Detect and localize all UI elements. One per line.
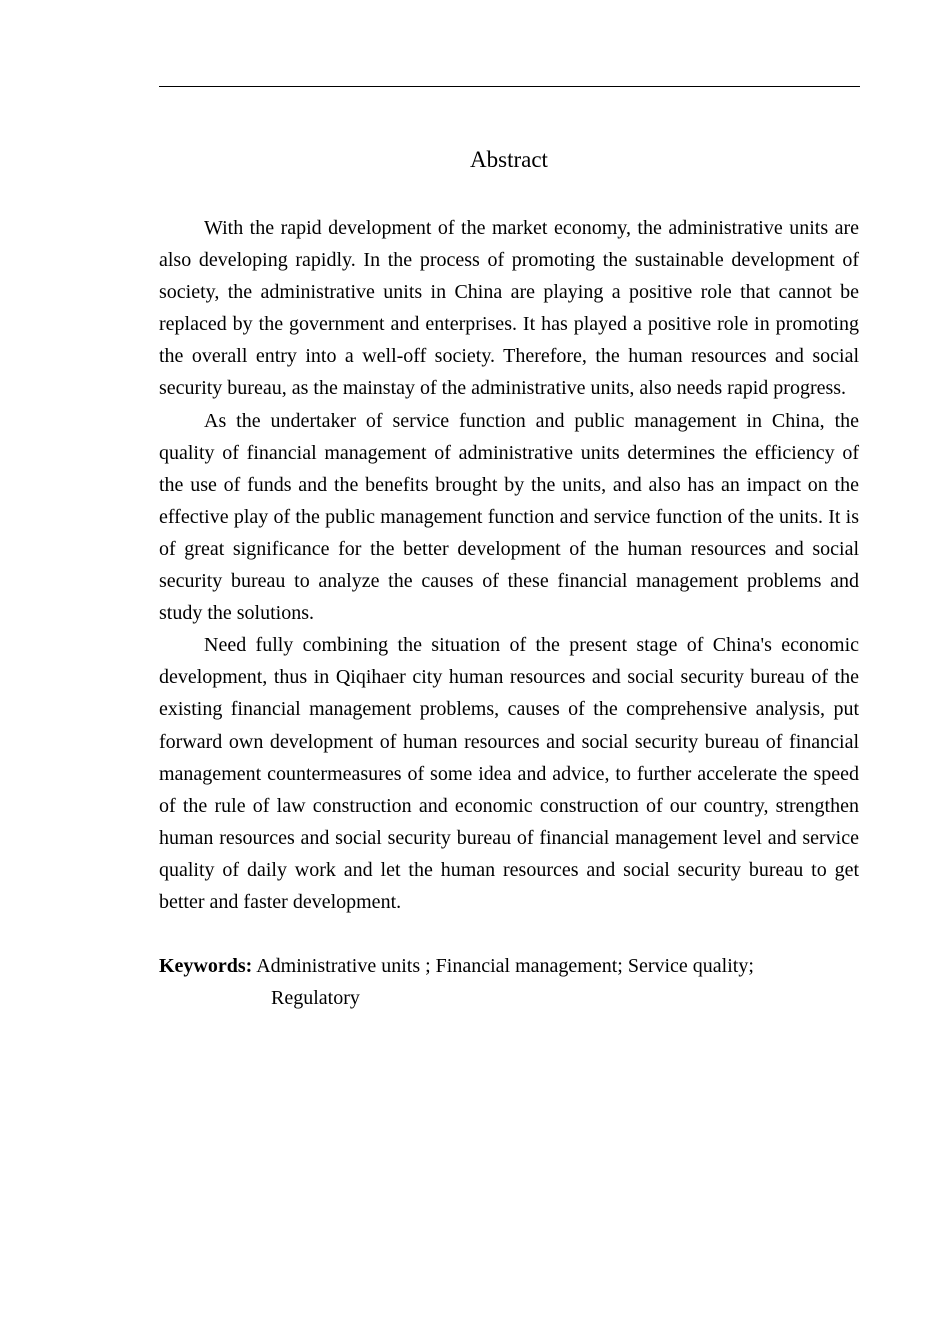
keywords-block: [159, 950, 859, 1014]
keywords-line-2: Regulatory: [271, 987, 360, 1010]
abstract-section: [159, 140, 859, 1014]
abstract-title: Abstract: [470, 147, 548, 172]
abstract-paragraph-3: Need fully combining the situation of the present stage of China's economic development, thus in Qiqihaer city human resources and social security bureau of the existing financial management problems, causes of the comprehensive analysis, put forward own development of human resources and social security bureau of financial management countermeasures of some idea and advice, to further accelerate the speed of the rule of law construction and economic construction of our country, strengthen human resources and social security bureau of financial management level and service quality of daily work and let the human resources and social security bureau to get better and faster development.: [159, 634, 859, 913]
abstract-paragraph-2: As the undertaker of service function and public management in China, the quality of financial management of administrative units determines the efficiency of the use of funds and the benefits brought by the units, and also has an impact on the effective play of the public management function and service function of the units. It is of great significance for the better development of the human resources and social security bureau to analyze the causes of these financial management problems and study the solutions.: [159, 409, 859, 625]
header-rule: [159, 86, 860, 87]
keywords-line-1: [159, 950, 859, 982]
keywords-list: Administrative units ; Financial management; Service quality;: [256, 955, 754, 978]
keywords-label: Keywords:: [159, 955, 253, 978]
abstract-paragraph-1: With the rapid development of the market economy, the administrative units are also developing rapidly. In the process of promoting the sustainable development of society, the administrative units in China are playing a positive role that cannot be replaced by the government and enterprises. It has played a positive role in promoting the overall entry into a well-off society. Therefore, the human resources and social security bureau, as the mainstay of the administrative units, also needs rapid progress.: [159, 217, 859, 400]
